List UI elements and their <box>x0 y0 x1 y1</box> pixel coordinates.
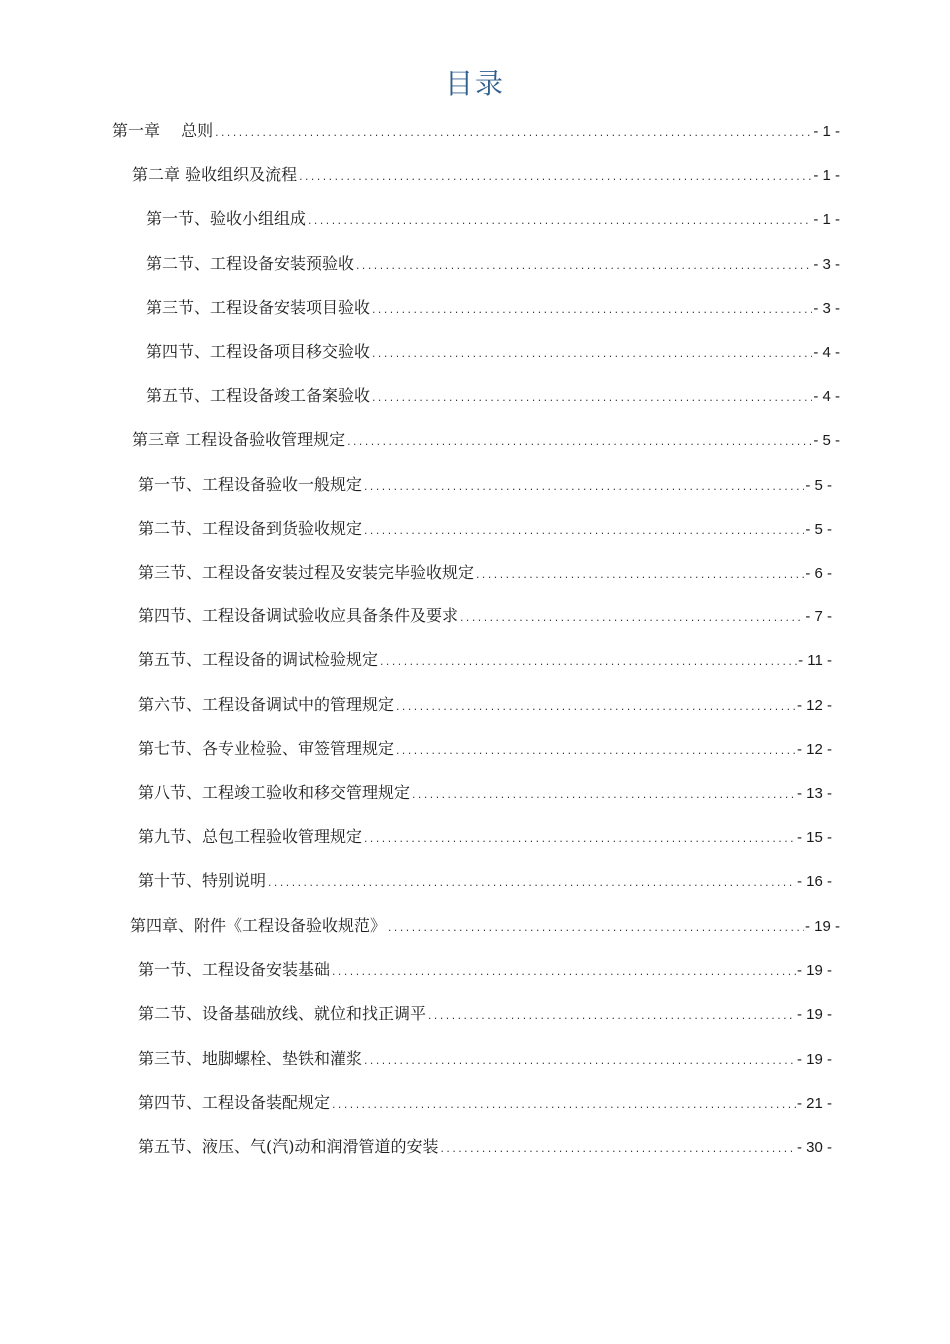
toc-entry-page: - 1 - <box>813 211 840 228</box>
toc-entry-page: - 5 - <box>813 432 840 449</box>
page-title: 目录 <box>444 67 505 100</box>
toc-leader-dots <box>395 740 796 764</box>
toc-leader-dots <box>371 299 812 323</box>
toc-entry-label: 第七节、各专业检验、审签管理规定 <box>138 739 395 758</box>
toc-entry-page: - 6 - <box>805 565 832 582</box>
toc-entry-label: 第四节、工程设备项目移交验收 <box>146 342 371 361</box>
toc-entry[interactable] <box>138 517 832 541</box>
toc-entry[interactable] <box>146 252 840 276</box>
toc-entry[interactable] <box>138 869 832 893</box>
toc-entry[interactable] <box>138 648 832 672</box>
toc-leader-dots <box>411 784 796 808</box>
toc-leader-dots <box>387 917 804 941</box>
toc-leader-dots <box>379 651 797 675</box>
toc-entry-label: 第一章 总则 <box>112 121 214 140</box>
toc-entry-page: - 7 - <box>805 608 832 625</box>
toc-entry-page: - 5 - <box>805 521 832 538</box>
toc-leader-dots <box>331 961 796 985</box>
toc-entry[interactable] <box>138 737 832 761</box>
toc-entry-label: 第二节、工程设备安装预验收 <box>146 254 355 273</box>
toc-entry[interactable] <box>146 296 840 320</box>
toc-entry-label: 第三章 工程设备验收管理规定 <box>132 430 346 449</box>
toc-entry[interactable] <box>138 473 832 497</box>
toc-leader-dots <box>363 1050 796 1074</box>
toc-entry[interactable] <box>138 958 832 982</box>
toc-entry-label: 第十节、特别说明 <box>138 871 267 890</box>
toc-entry-label: 第五节、工程设备的调试检验规定 <box>138 650 379 669</box>
toc-entry-label: 第一节、验收小组组成 <box>146 209 307 228</box>
toc-entry-label: 第三节、工程设备安装项目验收 <box>146 298 371 317</box>
toc-entry[interactable] <box>138 1002 832 1026</box>
toc-leader-dots <box>298 166 812 190</box>
toc-leader-dots <box>363 828 796 852</box>
toc-leader-dots <box>371 343 812 367</box>
toc-entry-page: - 1 - <box>813 123 840 140</box>
toc-entry-label: 第二章 验收组织及流程 <box>132 165 298 184</box>
toc-entry-label: 第三节、工程设备安装过程及安装完毕验收规定 <box>138 563 475 582</box>
toc-leader-dots <box>427 1005 796 1029</box>
toc-entry[interactable] <box>132 163 840 187</box>
toc-entry[interactable] <box>146 340 840 364</box>
toc-entry-page: - 19 - <box>804 918 840 935</box>
toc-entry-page: - 19 - <box>796 1006 832 1023</box>
toc-entry-page: - 4 - <box>813 344 840 361</box>
toc-leader-dots <box>395 696 796 720</box>
toc-entry[interactable] <box>138 693 832 717</box>
toc-entry-label: 第六节、工程设备调试中的管理规定 <box>138 695 395 714</box>
toc-entry[interactable] <box>138 1047 832 1071</box>
toc-entry-label: 第九节、总包工程验收管理规定 <box>138 827 363 846</box>
toc-entry[interactable] <box>138 781 832 805</box>
toc-entry-page: - 16 - <box>796 873 832 890</box>
toc-entry-page: - 3 - <box>813 300 840 317</box>
toc-entry-label: 第五节、工程设备竣工备案验收 <box>146 386 371 405</box>
toc-entry-label: 第二节、设备基础放线、就位和找正调平 <box>138 1004 427 1023</box>
toc-entry-page: - 21 - <box>796 1095 832 1112</box>
toc-leader-dots <box>214 122 812 146</box>
toc-entry[interactable] <box>138 604 832 628</box>
toc-entry[interactable] <box>138 825 832 849</box>
toc-entry-label: 第四节、工程设备调试验收应具备条件及要求 <box>138 606 459 625</box>
toc-leader-dots <box>440 1138 796 1162</box>
toc-leader-dots <box>307 210 812 234</box>
toc-entry[interactable] <box>132 428 840 452</box>
toc-leader-dots <box>363 476 804 500</box>
toc-leader-dots <box>475 564 804 588</box>
toc-entry-page: - 19 - <box>796 962 832 979</box>
toc-entry[interactable] <box>146 207 840 231</box>
toc-leader-dots <box>267 872 796 896</box>
toc-entry-label: 第四节、工程设备装配规定 <box>138 1093 331 1112</box>
toc-entry-page: - 12 - <box>796 697 832 714</box>
toc-entry-page: - 4 - <box>813 388 840 405</box>
toc-entry-page: - 1 - <box>813 167 840 184</box>
toc-entry-label: 第一节、工程设备安装基础 <box>138 960 331 979</box>
toc-entry-page: - 13 - <box>796 785 832 802</box>
toc-leader-dots <box>331 1094 796 1118</box>
toc-entry-label: 第四章、附件《工程设备验收规范》 <box>130 916 387 935</box>
toc-leader-dots <box>459 607 804 631</box>
toc-entry[interactable] <box>138 561 832 585</box>
toc-entry-label: 第八节、工程竣工验收和移交管理规定 <box>138 783 411 802</box>
toc-leader-dots <box>363 520 804 544</box>
toc-entry-label: 第一节、工程设备验收一般规定 <box>138 475 363 494</box>
toc-entry-page: - 12 - <box>796 741 832 758</box>
toc-entry-page: - 5 - <box>805 477 832 494</box>
toc-leader-dots <box>355 255 812 279</box>
toc-entry[interactable] <box>138 1135 832 1159</box>
toc-entry-label: 第五节、液压、气(汽)动和润滑管道的安装 <box>138 1137 439 1156</box>
toc-leader-dots <box>371 387 812 411</box>
toc-entry-page: - 19 - <box>796 1051 832 1068</box>
toc-entry-label: 第二节、工程设备到货验收规定 <box>138 519 363 538</box>
toc-entry[interactable] <box>112 119 840 143</box>
toc-entry-label: 第三节、地脚螺栓、垫铁和灌浆 <box>138 1049 363 1068</box>
toc-entry[interactable] <box>130 914 840 938</box>
toc-entry[interactable] <box>146 384 840 408</box>
toc-leader-dots <box>346 431 812 455</box>
toc-entry-page: - 3 - <box>813 256 840 273</box>
toc-entry[interactable] <box>138 1091 832 1115</box>
toc-entry-page: - 11 - <box>798 652 832 669</box>
toc-entry-page: - 30 - <box>796 1139 832 1156</box>
toc-entry-page: - 15 - <box>796 829 832 846</box>
